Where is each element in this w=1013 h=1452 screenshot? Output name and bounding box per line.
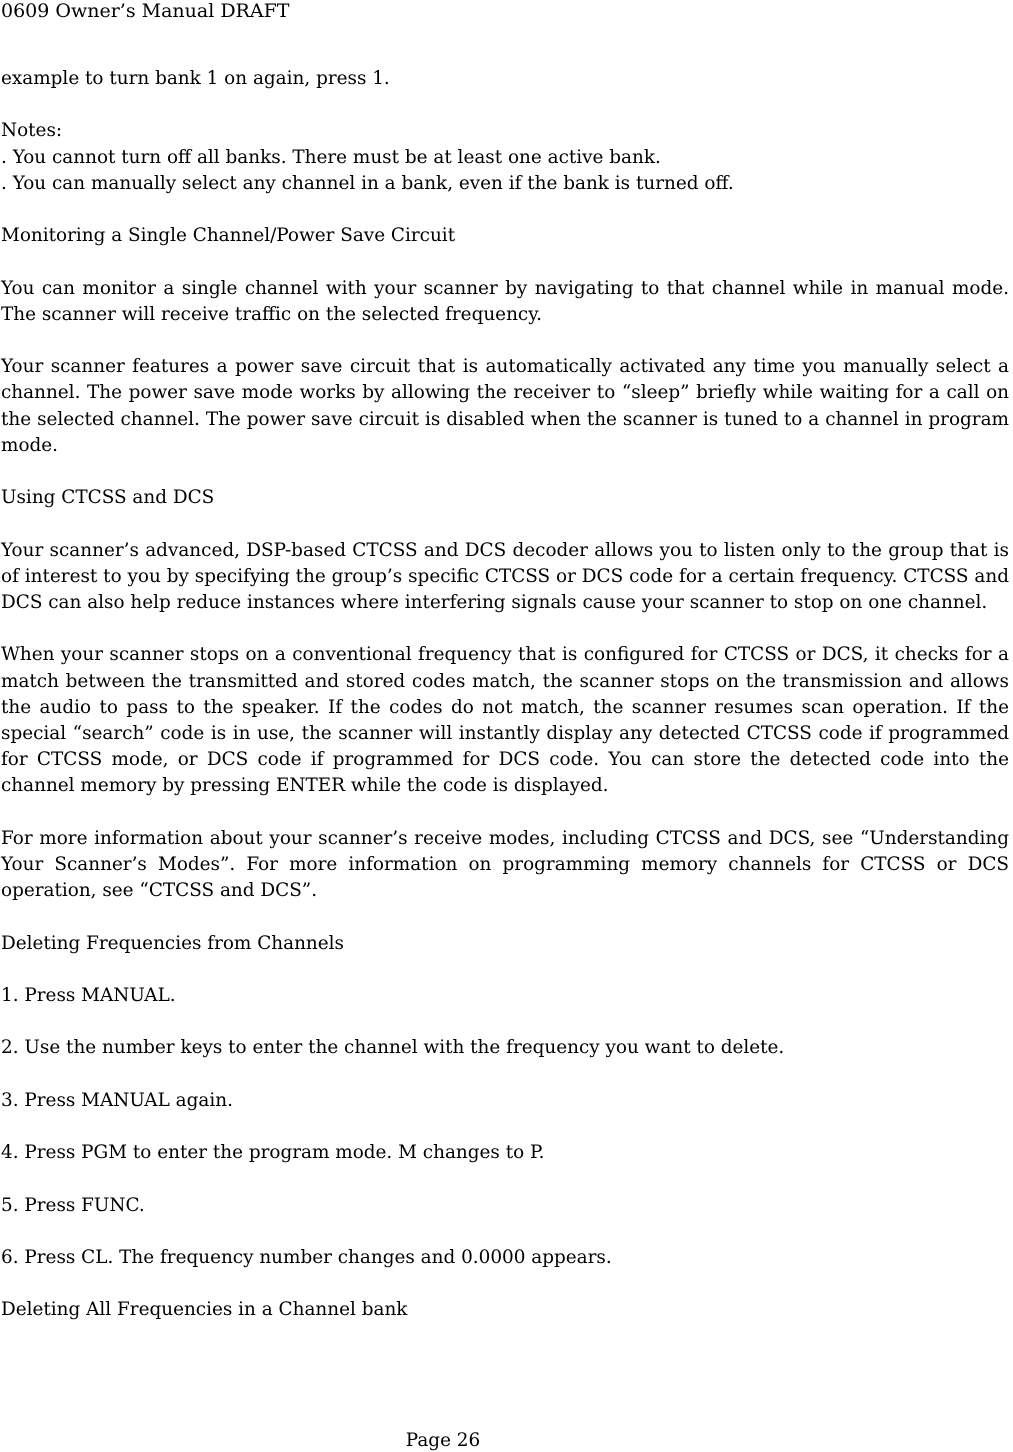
page-header-title: 0609 Owner’s Manual DRAFT (1, 0, 290, 22)
section-heading-ctcss: Using CTCSS and DCS (1, 487, 215, 509)
paragraph: You can monitor a single channel with your scanner by navigating to that channel while in manual mode. The scanner will receive traffic on the selected frequency. (1, 277, 1009, 325)
notes-label: Notes: (1, 120, 63, 142)
step-item: 3. Press MANUAL again. (1, 1089, 233, 1111)
section-heading-deleting-all: Deleting All Frequencies in a Channel bank (1, 1299, 408, 1321)
page-number: Page 26 (405, 1430, 481, 1451)
note-item: . You cannot turn off all banks. There must be at least one active bank. (1, 146, 661, 168)
section-heading-deleting: Deleting Frequencies from Channels (1, 932, 344, 954)
step-item: 5. Press FUNC. (1, 1194, 145, 1216)
section-heading-monitoring: Monitoring a Single Channel/Power Save Circuit (1, 225, 456, 247)
note-item: . You can manually select any channel in a bank, even if the bank is turned off. (1, 172, 734, 194)
step-item: 4. Press PGM to enter the program mode. M changes to P. (1, 1142, 545, 1164)
paragraph: Your scanner features a power save circuit that is automatically activated any time you manually select a channel. The power save mode works by allowing the receiver to “sleep” briefly while waiting for a call on the selected channel. The power save circuit is disabled when the scanner is tuned to a channel in program mode. (1, 356, 1009, 456)
paragraph: Your scanner’s advanced, DSP-based CTCSS and DCS decoder allows you to listen only to the group that is of interest to you by specifying the group’s specific CTCSS or DCS code for a certain frequency. CTCSS and DCS can also help reduce instances where interfering signals cause your scanner to stop on one channel. (1, 539, 1009, 613)
step-item: 1. Press MANUAL. (1, 984, 176, 1006)
step-item: 6. Press CL. The frequency number changes and 0.0000 appears. (1, 1246, 612, 1268)
paragraph: When your scanner stops on a conventional frequency that is configured for CTCSS or DCS, it checks for a match between the transmitted and stored codes match, the scanner stops on the transmission and allows the audio to pass to the speaker. If the codes do not match, the scanner resumes scan operation. If the special “search” code is in use, the scanner will instantly display any detected CTCSS code if programmed for CTCSS mode, or DCS code if programmed for DCS code. You can store the detected code into the channel memory by pressing ENTER while the code is displayed. (1, 644, 1009, 797)
step-item: 2. Use the number keys to enter the channel with the frequency you want to delete. (1, 1037, 785, 1059)
intro-paragraph: example to turn bank 1 on again, press 1. (1, 68, 390, 89)
paragraph: For more information about your scanner’s receive modes, including CTCSS and DCS, see “Understanding Your Scanner’s Modes”. For more information on programming memory channels for CTCSS or DCS operation, see “CTCSS and DCS”. (1, 827, 1009, 902)
document-body (1, 66, 1009, 1324)
